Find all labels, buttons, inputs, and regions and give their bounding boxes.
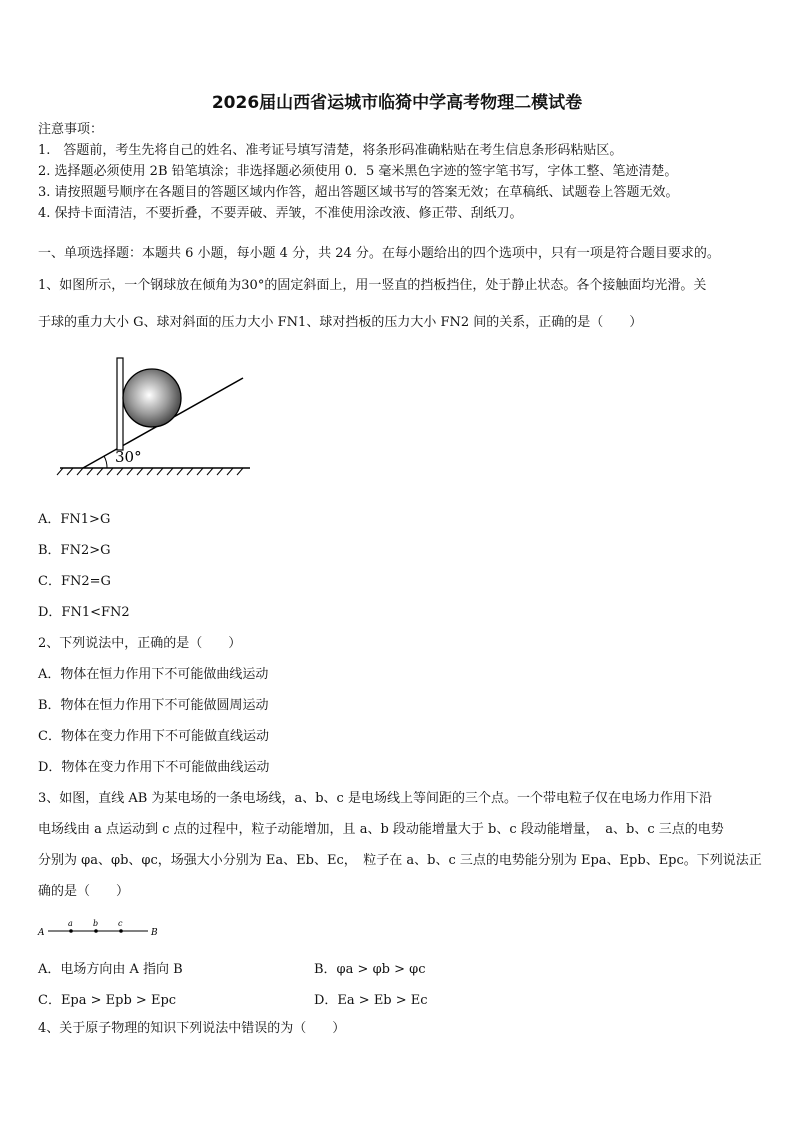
notice-item: 2. 选择题必须使用 2B 铅笔填涂；非选择题必须使用 0．5 毫米黑色字迹的签字笔书写，字体工整、笔迹清楚。 <box>38 164 678 179</box>
q1-option-a: A．FN1>G <box>38 512 111 527</box>
q1-stem-line1: 1、如图所示，一个钢球放在倾角为30°的固定斜面上，用一竖直的挡板挡住，处于静止状态。各个接触面均光滑。关 <box>38 278 707 293</box>
q2-option-b: B．物体在恒力作用下不可能做圆周运动 <box>38 698 269 713</box>
q2-option-a: A．物体在恒力作用下不可能做曲线运动 <box>38 667 269 682</box>
section-heading: 一、单项选择题：本题共 6 小题，每小题 4 分，共 24 分。在每小题给出的四个选项中，只有一项是符合题目要求的。 <box>38 246 720 261</box>
point-label-c: c <box>118 919 123 928</box>
point-label-B: B <box>151 928 158 938</box>
q3-stem-line2: 电场线由 a 点运动到 c 点的过程中，粒子动能增加，且 a、b 段动能增量大于 b、c 段动能增量， a、b、c 三点的电势 <box>38 822 724 837</box>
q1-option-c: C．FN2=G <box>38 574 111 589</box>
field-line-figure <box>36 915 166 939</box>
q1-stem-line2: 于球的重力大小 G、球对斜面的压力大小 FN1、球对挡板的压力大小 FN2 间的关系，正确的是（ ） <box>38 315 643 330</box>
notice-item: 3. 请按照题号顺序在各题目的答题区域内作答，超出答题区域书写的答案无效；在草稿纸、试题卷上答题无效。 <box>38 185 679 200</box>
q2-option-c: C．物体在变力作用下不可能做直线运动 <box>38 729 269 744</box>
point-label-b: b <box>93 919 99 928</box>
notice-item: 4. 保持卡面清洁，不要折叠，不要弄破、弄皱，不准使用涂改液、修正带、刮纸刀。 <box>38 206 523 221</box>
q3-stem-line3: 分别为 φa、φb、φc，场强大小分别为 Ea、Eb、Ec， 粒子在 a、b、c 三点的电势能分别为 Epa、Epb、Epc。下列说法正 <box>38 853 762 868</box>
q4-stem: 4、关于原子物理的知识下列说法中错误的为（ ） <box>38 1021 346 1036</box>
q2-option-d: D．物体在变力作用下不可能做曲线运动 <box>38 760 270 775</box>
page-title: 2026届山西省运城市临猗中学高考物理二模试卷 <box>211 93 583 113</box>
q3-stem-line1: 3、如图，直线 AB 为某电场的一条电场线，a、b、c 是电场线上等间距的三个点。一个带电粒子仅在电场力作用下沿 <box>38 791 712 806</box>
q3-option-b: B．φa > φb > φc <box>314 962 426 977</box>
q3-option-a: A．电场方向由 A 指向 B <box>38 962 183 977</box>
notice-item: 1. 答题前，考生先将自己的姓名、准考证号填写清楚，将条形码准确粘贴在考生信息条形码粘贴区。 <box>38 143 623 158</box>
q2-stem: 2、下列说法中，正确的是（ ） <box>38 636 242 651</box>
incline-ball-figure <box>55 350 255 480</box>
angle-label: 30° <box>115 448 142 466</box>
point-label-A: A <box>38 928 45 938</box>
point-label-a: a <box>68 919 73 928</box>
q1-option-b: B．FN2>G <box>38 543 111 558</box>
q3-option-c: C．Epa > Epb > Epc <box>38 993 177 1008</box>
q3-option-d: D．Ea > Eb > Ec <box>314 993 428 1008</box>
q3-stem-line4: 确的是（ ） <box>38 884 130 899</box>
q1-option-d: D．FN1<FN2 <box>38 605 130 620</box>
notice-heading: 注意事项： <box>38 122 104 137</box>
